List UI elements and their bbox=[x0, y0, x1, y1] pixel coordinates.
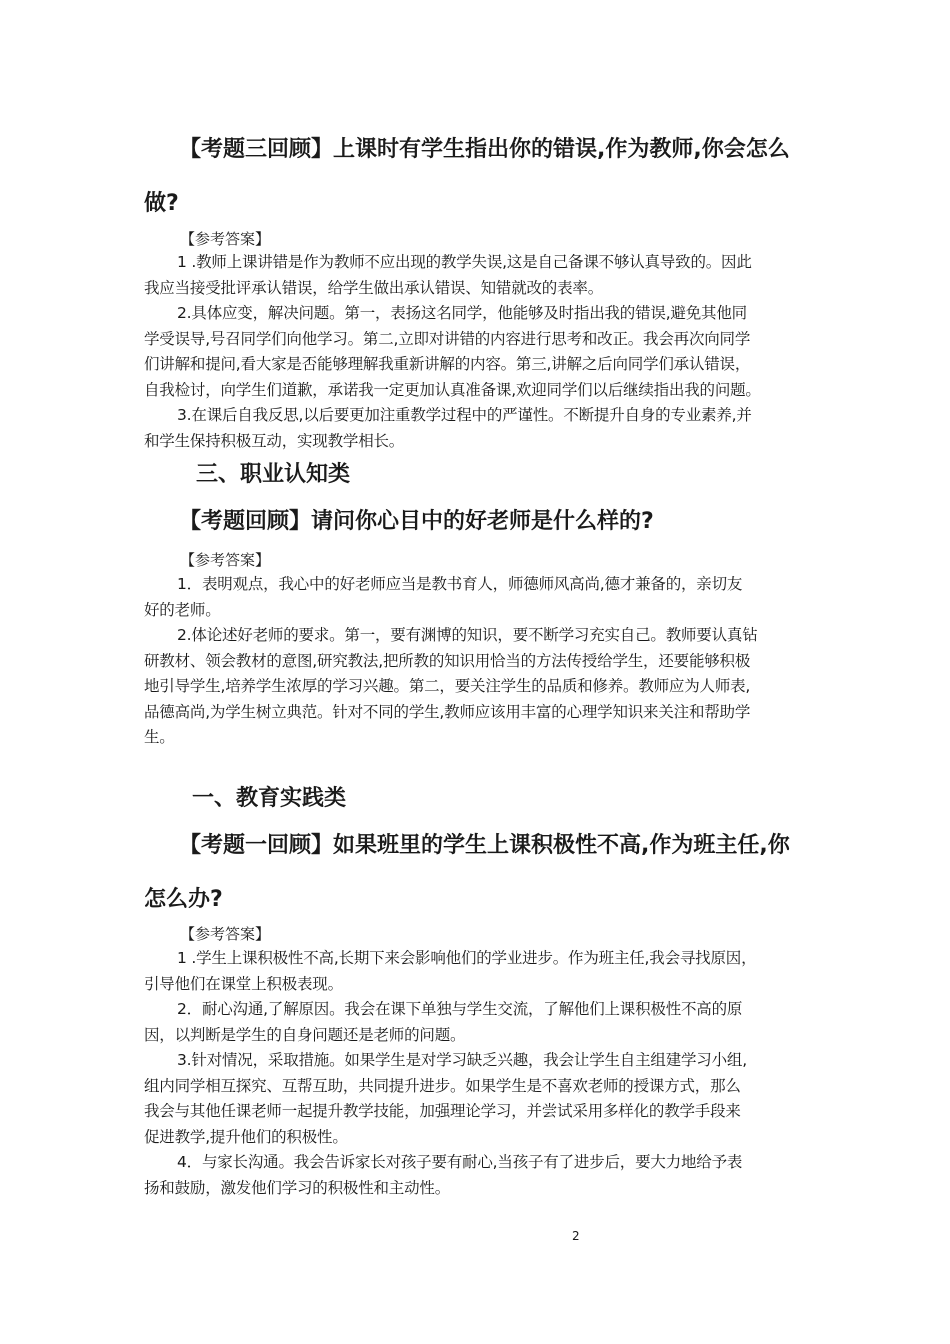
text-line: 品德高尚,为学生树立典范。针对不同的学生,教师应该用丰富的心理学知识来关注和帮助学 bbox=[144, 702, 751, 721]
text-line: 促进教学,提升他们的积极性。 bbox=[144, 1127, 348, 1146]
text-line: 1．表明观点，我心中的好老师应当是教书育人，师德师风高尚,德才兼备的，亲切友 bbox=[177, 575, 743, 593]
title-line: 【考题一回顾】如果班里的学生上课积极性不高,作为班主任,你 bbox=[179, 833, 790, 858]
answer-paragraph bbox=[144, 572, 806, 751]
reference-answer-label: 【参考答案】 bbox=[180, 551, 271, 569]
text-line: 自我检讨，向学生们道歉，承诺我一定更加认真准备课,欢迎同学们以后继续指出我的问题。 bbox=[144, 380, 761, 399]
text-line: 4．与家长沟通。我会告诉家长对孩子要有耐心,当孩子有了进步后，要大力地给予表 bbox=[177, 1153, 743, 1171]
section-heading-career-cognition: 三、职业认知类 bbox=[196, 462, 351, 487]
reference-answer-label: 【参考答案】 bbox=[180, 230, 271, 248]
text-line: 研教材、领会教材的意图,研究教法,把所教的知识用恰当的方法传授给学生，还要能够积极 bbox=[144, 651, 751, 670]
text-line: 2.体论述好老师的要求。第一，要有渊博的知识，要不断学习充实自己。教师要认真钻 bbox=[177, 626, 758, 644]
text-line: 组内同学相互探究、互帮互助，共同提升进步。如果学生是不喜欢老师的授课方式，那么 bbox=[144, 1076, 741, 1095]
text-line: 3.在课后自我反思,以后要更加注重教学过程中的严谨性。不断提升自身的专业素养,并 bbox=[177, 406, 752, 424]
title-line: 做? bbox=[144, 191, 179, 216]
text-line: 我会与其他任课老师一起提升教学技能，加强理论学习，并尝试采用多样化的教学手段来 bbox=[144, 1102, 741, 1120]
text-line: 引导他们在课堂上积极表现。 bbox=[144, 974, 343, 993]
text-line: 我应当接受批评承认错误，给学生做出承认错误、知错就改的表率。 bbox=[144, 278, 604, 297]
answer-paragraph bbox=[144, 946, 806, 1201]
text-line: 生。 bbox=[144, 728, 175, 746]
text-line: 因，以判断是学生的自身问题还是老师的问题。 bbox=[144, 1025, 466, 1044]
question-three-title bbox=[144, 126, 808, 228]
section-heading-education-practice: 一、教育实践类 bbox=[192, 786, 347, 811]
title-line: 怎么办? bbox=[144, 887, 223, 912]
text-line: 学受误导,号召同学们向他学习。第二,立即对讲错的内容进行思考和改正。我会再次向同学 bbox=[144, 329, 751, 348]
text-line: 2．耐心沟通,了解原因。我会在课下单独与学生交流，了解他们上课积极性不高的原 bbox=[177, 1000, 743, 1018]
text-line: 扬和鼓励，激发他们学习的积极性和主动性。 bbox=[144, 1178, 451, 1197]
text-line: 3.针对情况，采取措施。如果学生是对学习缺乏兴趣，我会让学生自主组建学习小组, bbox=[177, 1051, 747, 1069]
text-line: 1 .教师上课讲错是作为教师不应出现的教学失误,这是自己备课不够认真导致的。因此 bbox=[177, 253, 752, 271]
text-line: 1 .学生上课积极性不高,长期下来会影响他们的学业进步。作为班主任,我会寻找原因， bbox=[177, 949, 757, 967]
text-line: 和学生保持积极互动，实现教学相长。 bbox=[144, 431, 405, 450]
title-line: 【考题三回顾】上课时有学生指出你的错误,作为教师,你会怎么 bbox=[179, 137, 790, 162]
text-line: 们讲解和提问,看大家是否能够理解我重新讲解的内容。第三,讲解之后向同学们承认错误， bbox=[144, 355, 751, 373]
good-teacher-question-title bbox=[144, 498, 808, 546]
text-line: 地引导学生,培养学生浓厚的学习兴趣。第二，要关注学生的品质和修养。教师应为人师表, bbox=[144, 677, 751, 695]
text-line: 好的老师。 bbox=[144, 600, 221, 619]
reference-answer-label: 【参考答案】 bbox=[180, 925, 271, 943]
text-line: 2.具体应变，解决问题。第一，表扬这名同学，他能够及时指出我的错误,避免其他同 bbox=[177, 304, 747, 322]
title-line: 【考题回顾】请问你心目中的好老师是什么样的? bbox=[179, 509, 654, 534]
question-one-title bbox=[144, 822, 808, 924]
page-number: 2 bbox=[572, 1229, 580, 1243]
answer-paragraph bbox=[144, 250, 806, 454]
